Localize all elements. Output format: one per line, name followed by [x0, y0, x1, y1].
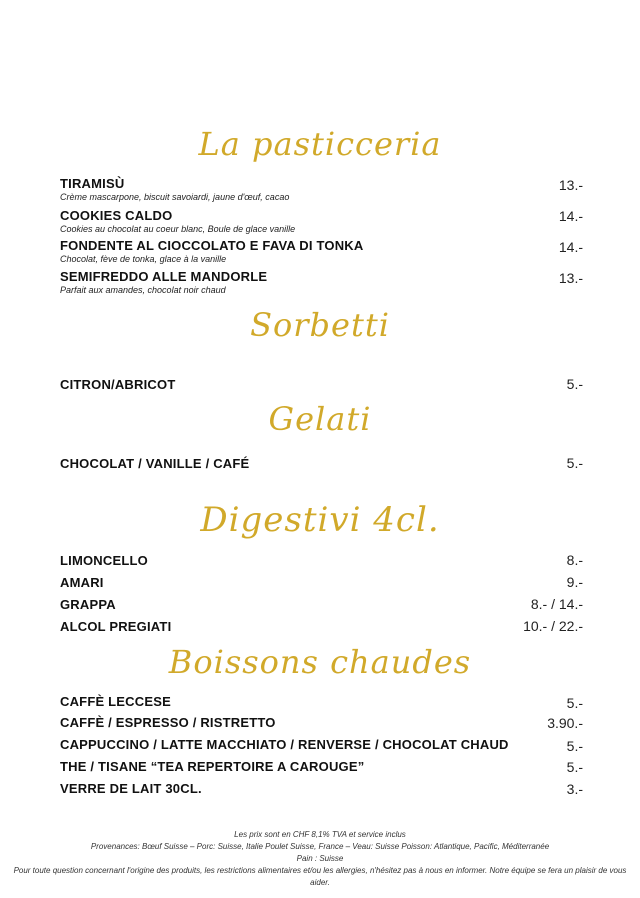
item-name: CAFFÈ / ESPRESSO / RISTRETTO: [60, 715, 276, 730]
item-name: CITRON/ABRICOT: [60, 377, 176, 392]
section-title-digestivi: Digestivi 4cl.: [200, 500, 440, 540]
item-name: CAFFÈ LECCESE: [60, 694, 171, 709]
section-title-pasticceria: La pasticceria: [198, 125, 442, 163]
footer-provenance: Provenances: Bœuf Suisse – Porc: Suisse, Italie Poulet Suisse, France – Veau: Suisse Poisson: Atlantique, Pacific, Méditerranée: [90, 842, 550, 851]
menu-item: [60, 176, 580, 202]
item-name: GRAPPA: [60, 597, 116, 612]
menu-item: [60, 553, 580, 568]
menu-item: [60, 715, 580, 730]
item-name: FONDENTE AL CIOCCOLATO E FAVA DI TONKA: [60, 238, 364, 253]
menu-item: [60, 575, 580, 590]
item-description: Parfait aux amandes, chocolat noir chaud: [60, 285, 226, 295]
menu-item: [60, 269, 580, 295]
menu-item: [60, 781, 580, 796]
item-description: Crème mascarpone, biscuit savoiardi, jaune d'œuf, cacao: [60, 192, 290, 202]
item-price: 5.-: [566, 738, 583, 754]
menu-item: [60, 597, 580, 612]
menu-item: [60, 694, 580, 709]
item-price: 13.-: [558, 270, 583, 286]
item-name: THE / TISANE “TEA REPERTOIRE A CAROUGE”: [60, 759, 365, 774]
footer-price-note: Les prix sont en CHF 8,1% TVA et service inclus: [234, 830, 406, 839]
item-price: 13.-: [558, 177, 583, 193]
item-price: 9.-: [566, 574, 583, 590]
section-title-sorbetti: Sorbetti: [250, 306, 390, 344]
item-price: 3.90.-: [547, 715, 583, 731]
item-name: LIMONCELLO: [60, 553, 148, 568]
menu-item: [60, 619, 580, 634]
item-price: 14.-: [558, 239, 583, 255]
menu-item: [60, 737, 580, 752]
menu-item: [60, 377, 580, 392]
item-price: 5.-: [566, 455, 583, 471]
item-price: 5.-: [566, 759, 583, 775]
section-title-boissons-chaudes: Boissons chaudes: [168, 643, 472, 681]
item-name: SEMIFREDDO ALLE MANDORLE: [60, 269, 268, 284]
item-description: Cookies au chocolat au coeur blanc, Boule de glace vanille: [60, 224, 296, 234]
item-name: AMARI: [60, 575, 104, 590]
item-price: 14.-: [558, 208, 583, 224]
item-description: Chocolat, fève de tonka, glace à la vanille: [60, 254, 227, 264]
menu-item: [60, 238, 580, 264]
item-name: CHOCOLAT / VANILLE / CAFÉ: [60, 456, 250, 471]
item-name: VERRE DE LAIT 30CL.: [60, 781, 202, 796]
menu-item: [60, 759, 580, 774]
item-name: COOKIES CALDO: [60, 208, 173, 223]
footer-notes: [10, 829, 630, 889]
item-price: 8.- / 14.-: [530, 596, 583, 612]
item-name: TIRAMISÙ: [60, 176, 125, 191]
item-price: 5.-: [566, 376, 583, 392]
item-name: ALCOL PREGIATI: [60, 619, 172, 634]
menu-item: [60, 456, 580, 471]
item-price: 5.-: [566, 695, 583, 711]
section-title-gelati: Gelati: [268, 400, 372, 438]
footer-allergy-note: Pour toute question concernant l'origine des produits, les restrictions alimentaires et/ou les allergies, n'hésitez pas à nous en informer. Notre équipe se fera un plaisir de vous aider.: [13, 866, 627, 887]
item-price: 8.-: [566, 552, 583, 568]
item-price: 10.- / 22.-: [523, 618, 583, 634]
item-name: CAPPUCCINO / LATTE MACCHIATO / RENVERSE / CHOCOLAT CHAUD: [60, 737, 509, 752]
footer-bread: Pain : Suisse: [296, 854, 344, 863]
item-price: 3.-: [566, 781, 583, 797]
menu-item: [60, 208, 580, 234]
